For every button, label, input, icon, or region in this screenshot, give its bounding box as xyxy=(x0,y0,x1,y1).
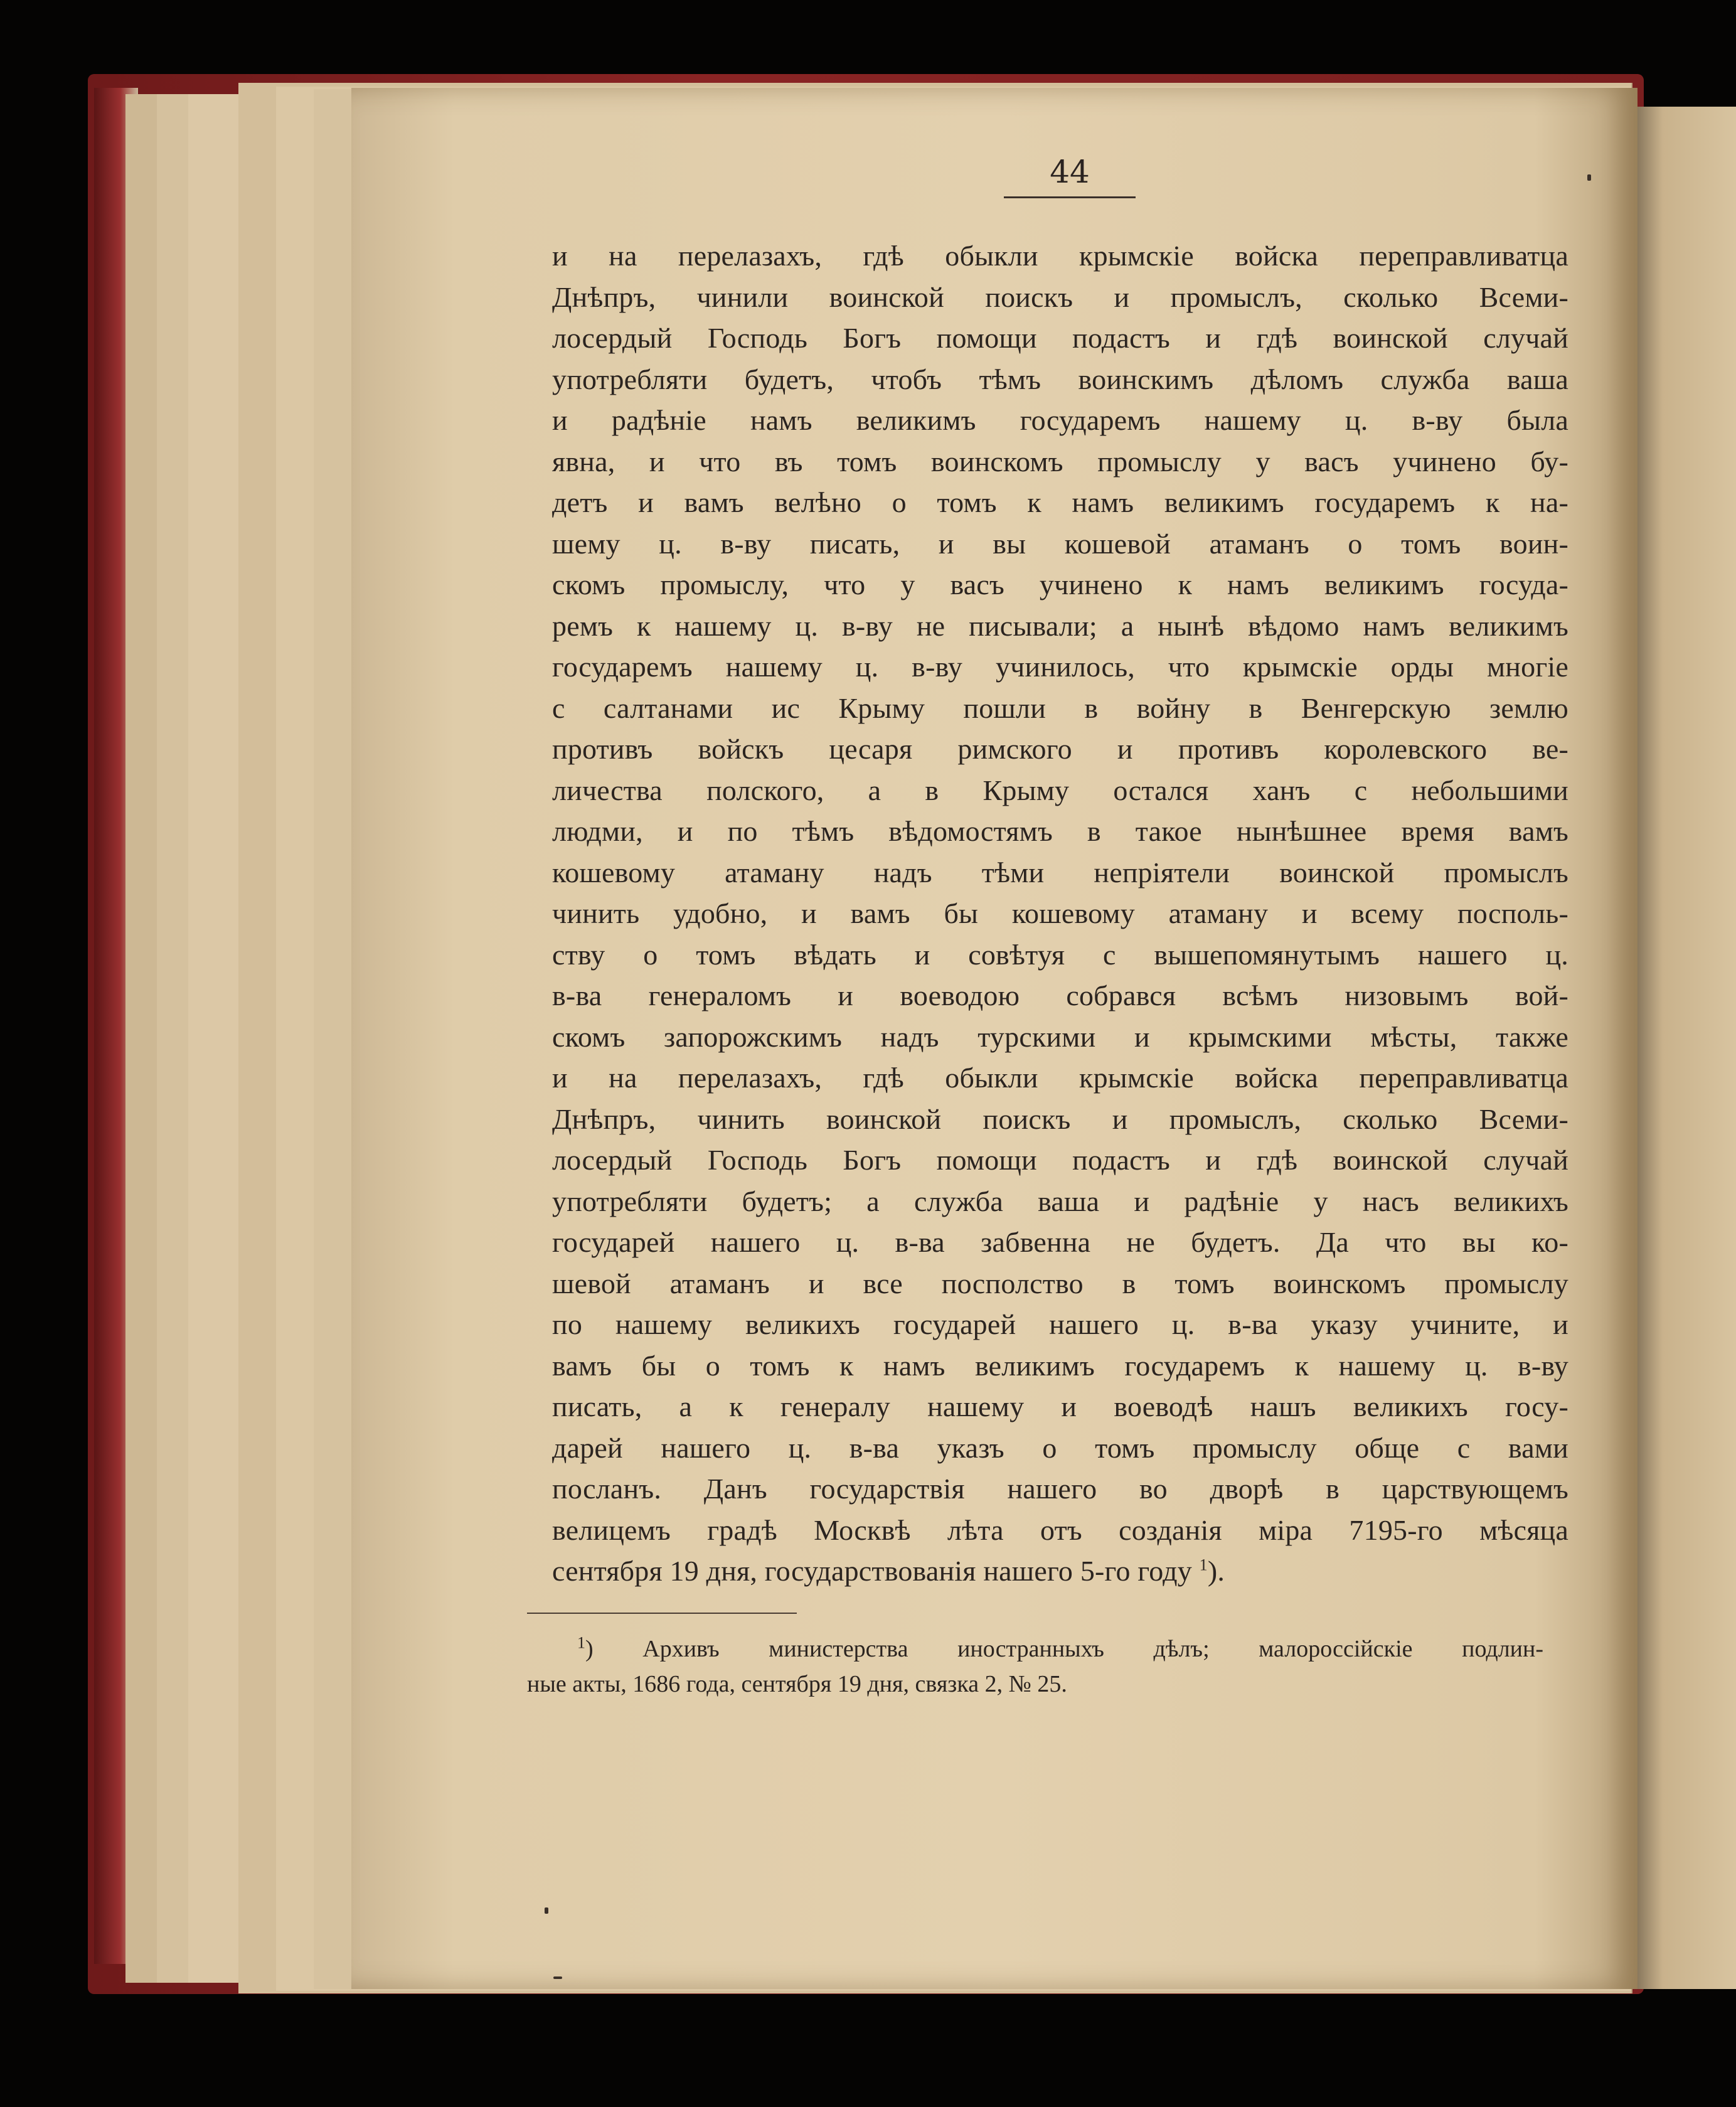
text-line xyxy=(552,770,1568,811)
text-line-content: и на перелазахъ, гдѣ обыкли крымскіе войска переправливатца xyxy=(552,1062,1568,1094)
footnote-reference: 1 xyxy=(1199,1555,1208,1574)
text-line-content: употребляти будетъ; а служба ваша и радѣніе у насъ великихъ xyxy=(552,1185,1568,1217)
text-line xyxy=(552,975,1568,1016)
text-line xyxy=(552,1139,1568,1181)
text-line-content: посланъ. Данъ государствія нашего во дворѣ в царствующемъ xyxy=(552,1473,1568,1505)
text-line xyxy=(552,1099,1568,1140)
text-line xyxy=(552,605,1568,647)
footnote-divider xyxy=(527,1613,797,1614)
text-line xyxy=(552,893,1568,934)
text-line-content: Днѣпръ, чинить воинской поискъ и промыслъ, сколько Всеми- xyxy=(552,1102,1568,1135)
text-line-content: личества полского, а в Крыму остался ханъ с небольшими xyxy=(552,774,1568,806)
text-line-content: велицемъ градѣ Москвѣ лѣта отъ созданія міра 7195-го мѣсяца xyxy=(552,1513,1568,1546)
text-line-content: чинить удобно, и вамъ бы кошевому атаману и всему посполь- xyxy=(552,897,1568,929)
footnote xyxy=(527,1631,1543,1702)
text-line xyxy=(552,482,1568,523)
text-line xyxy=(552,1427,1568,1469)
text-line-content: детъ и вамъ велѣно о томъ к намъ великимъ государемъ к на- xyxy=(552,486,1568,518)
text-line xyxy=(552,564,1568,605)
page-header xyxy=(998,154,1142,198)
text-line-content: и на перелазахъ, гдѣ обыкли крымскіе войска переправливатца xyxy=(552,240,1568,272)
text-line xyxy=(552,277,1568,318)
text-line xyxy=(552,1345,1568,1387)
text-line xyxy=(552,934,1568,976)
footnote-marker: 1 xyxy=(577,1633,585,1652)
text-line-content: государей нашего ц. в-ва забвенна не будетъ. Да что вы ко- xyxy=(552,1226,1568,1258)
text-line xyxy=(552,1386,1568,1427)
text-line-content: ству о томъ вѣдать и совѣтуя с вышепомянутымъ нашего ц. xyxy=(552,938,1568,971)
text-line xyxy=(552,646,1568,688)
text-line xyxy=(552,400,1568,441)
body-text xyxy=(552,235,1568,1592)
text-line xyxy=(552,688,1568,729)
text-line-content: государемъ нашему ц. в-ву учинилось, что крымскіе орды многіе xyxy=(552,651,1568,683)
paper-speck xyxy=(553,1976,562,1979)
text-line-content: дарей нашего ц. в-ва указъ о томъ промыслу обще с вами xyxy=(552,1431,1568,1464)
text-line-content: людми, и по тѣмъ вѣдомостямъ в такое нынѣшнее время вамъ xyxy=(552,815,1568,847)
text-line xyxy=(552,728,1568,770)
text-line-content: кошевому атаману надъ тѣми непріятели воинской промыслъ xyxy=(552,856,1568,888)
text-line-content: писать, а к генералу нашему и воеводѣ нашъ великихъ госу- xyxy=(552,1390,1568,1422)
paper-speck xyxy=(545,1907,548,1914)
text-line-content: противъ войскъ цесаря римского и противъ королевского ве- xyxy=(552,733,1568,765)
text-line-content: Днѣпръ, чинили воинской поискъ и промыслъ, сколько Всеми- xyxy=(552,280,1568,313)
text-line xyxy=(552,441,1568,483)
text-line-content: лосердый Господь Богъ помощи подастъ и гдѣ воинской случай xyxy=(552,322,1568,354)
page-number: 44 xyxy=(1050,154,1090,190)
text-line-content: ремъ к нашему ц. в-ву не писывали; а нынѣ вѣдомо намъ великимъ xyxy=(552,609,1568,642)
text-line-content: явна, и что въ томъ воинскомъ промыслу у васъ учинено бу- xyxy=(552,445,1568,477)
text-line xyxy=(552,1304,1568,1345)
footnote-line xyxy=(527,1631,1543,1667)
text-line xyxy=(552,359,1568,400)
text-line xyxy=(552,1057,1568,1099)
text-line-content: скомъ промыслу, что у васъ учинено к намъ великимъ госуда- xyxy=(552,568,1568,600)
text-line-content: вамъ бы о томъ к намъ великимъ государемъ к нашему ц. в-ву xyxy=(552,1349,1568,1382)
text-line-content: шевой атаманъ и все посполство в томъ воинскомъ промыслу xyxy=(552,1267,1568,1299)
footnote-text: ные акты, 1686 года, сентября 19 дня, связка 2, № 25. xyxy=(527,1671,1067,1697)
text-line xyxy=(552,1016,1568,1058)
text-line-content: по нашему великихъ государей нашего ц. в-ва указу учините, и xyxy=(552,1308,1568,1340)
text-line xyxy=(552,1468,1568,1510)
footnote-line xyxy=(527,1667,1543,1702)
text-line xyxy=(552,317,1568,359)
text-line xyxy=(552,1510,1568,1551)
text-line-tail: ). xyxy=(1207,1555,1225,1587)
text-line-content: в-ва генераломъ и воеводою собрався всѣмъ низовымъ вой- xyxy=(552,979,1568,1011)
text-line xyxy=(552,852,1568,893)
text-line-content: лосердый Господь Богъ помощи подастъ и гдѣ воинской случай xyxy=(552,1144,1568,1176)
page-number-rule xyxy=(1004,196,1136,198)
text-line-content: сентября 19 дня, государствованія нашего 5-го году xyxy=(552,1555,1192,1587)
text-line xyxy=(552,1181,1568,1222)
text-line xyxy=(552,1263,1568,1304)
text-line xyxy=(552,811,1568,852)
next-page-edge xyxy=(1631,107,1736,1989)
text-line-content: с салтанами ис Крыму пошли в войну в Венгерскую землю xyxy=(552,691,1568,724)
text-line xyxy=(552,235,1568,277)
text-line xyxy=(552,1222,1568,1263)
footnote-text: ) Архивъ министерства иностранныхъ дѣлъ; малороссійскіе подлин- xyxy=(585,1636,1543,1662)
text-line-content: шему ц. в-ву писать, и вы кошевой атаманъ о томъ воин- xyxy=(552,527,1568,560)
text-line xyxy=(552,523,1568,565)
text-line-content: употребляти будетъ, чтобъ тѣмъ воинскимъ дѣломъ служба ваша xyxy=(552,363,1568,395)
text-line-content: скомъ запорожскимъ надъ турскими и крымскими мѣсты, также xyxy=(552,1020,1568,1053)
text-line-content: и радѣніе намъ великимъ государемъ нашему ц. в-ву была xyxy=(552,404,1568,436)
text-line xyxy=(552,1550,1568,1592)
paper-speck xyxy=(1587,174,1591,181)
